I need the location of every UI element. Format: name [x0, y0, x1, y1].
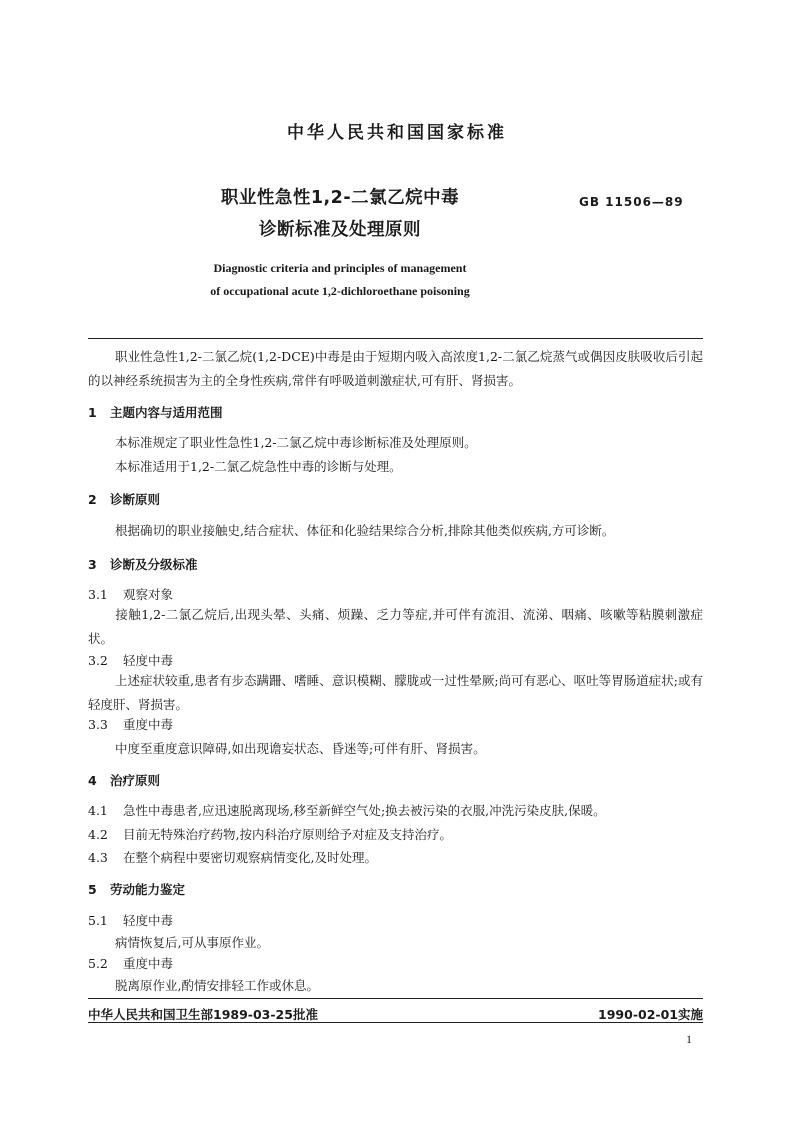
subsection-5-1-text: 病情恢复后,可从事原作业。: [115, 935, 269, 950]
subsection-3-2-text: 上述症状较重,患者有步态蹒跚、嗜睡、意识模糊、朦胧或一过性晕厥;尚可有恶心、呕吐等胃肠道症状;或有轻度肝、肾损害。: [88, 673, 703, 712]
section-1-heading: 1 主题内容与适用范围: [88, 405, 223, 420]
standard-code: GB 11506—89: [579, 195, 684, 209]
english-title-line-1: Diagnostic criteria and principles of management: [213, 261, 467, 275]
subsection-3-2-heading: 3.2 轻度中毒: [88, 653, 174, 668]
section-5-heading: 5 劳动能力鉴定: [88, 882, 186, 897]
intro-paragraph: 职业性急性1,2-二氯乙烷(1,2-DCE)中毒是由于短期内吸入高浓度1,2-二氯乙烷蒸气或偶因皮肤吸收后引起的以神经系统损害为主的全身性疾病,常伴有呼吸道刺激症状,可有肝、肾损害。: [88, 349, 703, 388]
standard-header: 中华人民共和国国家标准: [287, 123, 507, 143]
english-title-line-2: of occupational acute 1,2-dichloroethane poisoning: [210, 284, 470, 298]
section-2-para-1: 根据确切的职业接触史,结合症状、体征和化验结果综合分析,排除其他类似疾病,方可诊断。: [115, 523, 615, 538]
subsection-3-3-text: 中度至重度意识障碍,如出现谵妄状态、昏迷等;可伴有肝、肾损害。: [115, 741, 486, 756]
top-divider: [88, 338, 703, 339]
effective-date: 1990-02-01实施: [598, 1007, 703, 1022]
section-1-para-2: 本标准适用于1,2-二氯乙烷急性中毒的诊断与处理。: [115, 459, 402, 474]
section-3-heading: 3 诊断及分级标准: [88, 557, 198, 572]
item-4-3: 4.3 在整个病程中要密切观察病情变化,及时处理。: [88, 850, 377, 865]
subsection-3-1-text: 接触1,2-二氯乙烷后,出现头晕、头痛、烦躁、乏力等症,并可伴有流泪、流涕、咽痛、咳嗽等粘膜刺激症状。: [88, 607, 703, 646]
subsection-3-1-heading: 3.1 观察对象: [88, 587, 174, 602]
subsection-5-1-heading: 5.1 轻度中毒: [88, 913, 174, 928]
section-2-heading: 2 诊断原则: [88, 492, 161, 507]
section-4-heading: 4 治疗原则: [88, 773, 161, 788]
subsection-5-2-heading: 5.2 重度中毒: [88, 956, 174, 971]
title-line-1: 职业性急性1,2-二氯乙烷中毒: [220, 188, 460, 208]
subsection-5-2-text: 脱离原作业,酌情安排轻工作或休息。: [115, 978, 319, 993]
item-4-2: 4.2 目前无特殊治疗药物,按内科治疗原则给予对症及支持治疗。: [88, 827, 452, 842]
subsection-3-3-heading: 3.3 重度中毒: [88, 717, 174, 732]
page-number: 1: [686, 1032, 692, 1046]
item-4-1: 4.1 急性中毒患者,应迅速脱离现场,移至新鲜空气处;换去被污染的衣服,冲洗污染皮肤,保暖。: [88, 803, 606, 818]
footer-divider: [88, 1022, 703, 1023]
bottom-divider: [88, 998, 703, 999]
title-line-2: 诊断标准及处理原则: [259, 220, 421, 240]
approval-date: 中华人民共和国卫生部1989-03-25批准: [88, 1007, 318, 1022]
section-1-para-1: 本标准规定了职业性急性1,2-二氯乙烷中毒诊断标准及处理原则。: [115, 435, 477, 450]
